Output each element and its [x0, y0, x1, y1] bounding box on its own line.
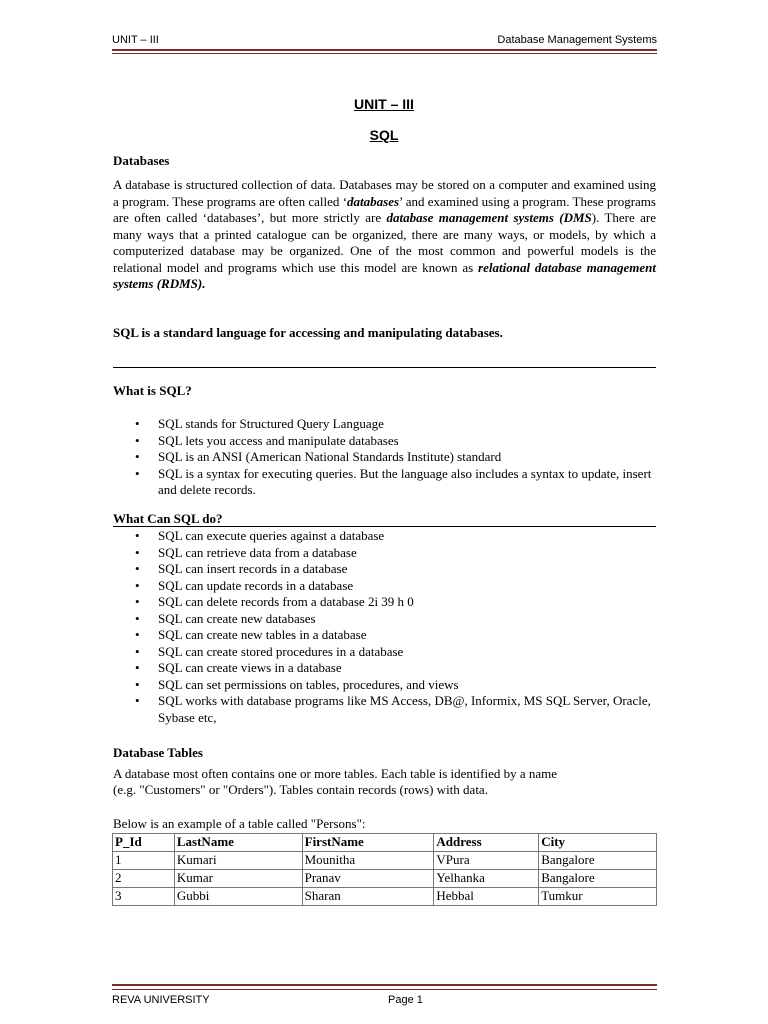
table-cell: 3	[113, 888, 175, 906]
para-text: ’ and examined using a program. These programs are often called ‘databases’, but more strictly are	[113, 193, 656, 225]
footer-university: REVA UNIVERSITY	[112, 994, 210, 1006]
table-cell: 1	[113, 852, 175, 870]
table-cell: Bangalore	[539, 870, 657, 888]
can-do-heading: What Can SQL do?	[113, 511, 223, 526]
list-item: • SQL can retrieve data from a database	[113, 545, 656, 562]
list-item: • SQL can create new databases	[113, 611, 656, 628]
tables-heading: Database Tables	[113, 745, 203, 760]
databases-heading: Databases	[113, 153, 170, 168]
list-item: • SQL can create new tables in a database	[113, 627, 656, 644]
table-cell: Sharan	[302, 888, 434, 906]
list-item: • SQL works with database programs like MS Access, DB@, Informix, MS SQL Server, Oracle, Sybase etc,	[113, 693, 656, 726]
page-header	[112, 34, 657, 54]
persons-table-wrap	[112, 833, 657, 906]
header-rule	[112, 49, 657, 51]
column-header: City	[539, 834, 657, 852]
column-header: P_Id	[113, 834, 175, 852]
list-item: • SQL can create stored procedures in a database	[113, 644, 656, 661]
para-emphasis: databases	[347, 193, 400, 209]
table-cell: Bangalore	[539, 852, 657, 870]
list-item: • SQL can create views in a database	[113, 660, 656, 677]
list-item: • SQL can set permissions on tables, procedures, and views	[113, 677, 656, 694]
para-text: A database is structured collection of data. Databases may be stored on a computer and examined using a program. These programs are often called ‘	[113, 177, 656, 209]
list-item: • SQL can execute queries against a database	[113, 528, 656, 545]
table-cell: Yelhanka	[434, 870, 539, 888]
table-cell: Pranav	[302, 870, 434, 888]
table-row	[113, 870, 657, 888]
header-unit: UNIT – III	[112, 34, 159, 46]
para-text: ). There are many ways that a printed catalogue can be organized, there are many ways, or models, by which a computerized database may be organized. One of the most common and powerful models is the relational model and programs which use this model are known as	[113, 210, 656, 275]
table-cell: Gubbi	[174, 888, 302, 906]
list-item: • SQL lets you access and manipulate databases	[113, 433, 656, 450]
persons-table	[112, 833, 657, 906]
table-header-row	[113, 834, 657, 852]
para-emphasis: database management systems (DMS	[386, 210, 592, 225]
what-is-list	[113, 416, 656, 499]
table-cell: 2	[113, 870, 175, 888]
header-course: Database Management Systems	[497, 34, 657, 46]
column-header: FirstName	[302, 834, 434, 852]
list-item: • SQL is an ANSI (American National Standards Institute) standard	[113, 449, 656, 466]
can-do-list	[113, 528, 656, 726]
what-is-heading: What is SQL?	[113, 383, 192, 398]
column-header: LastName	[174, 834, 302, 852]
table-row	[113, 888, 657, 906]
subject-title: SQL	[369, 127, 399, 143]
table-cell: Kumar	[174, 870, 302, 888]
table-caption: Below is an example of a table called "Persons":	[113, 816, 366, 831]
table-cell: Hebbal	[434, 888, 539, 906]
header-rule-thin	[112, 53, 657, 54]
databases-paragraph	[113, 177, 656, 293]
list-item: • SQL can delete records from a database 2i 39 h 0	[113, 594, 656, 611]
can-do-underline	[113, 526, 656, 527]
list-item: • SQL can update records in a database	[113, 578, 656, 595]
column-header: Address	[434, 834, 539, 852]
table-cell: Kumari	[174, 852, 302, 870]
table-row	[113, 852, 657, 870]
sql-statement: SQL is a standard language for accessing and manipulating databases.	[113, 325, 503, 340]
list-item: • SQL is a syntax for executing queries. But the language also includes a syntax to update, insert and delete records.	[113, 466, 656, 499]
table-cell: VPura	[434, 852, 539, 870]
list-item: • SQL can insert records in a database	[113, 561, 656, 578]
table-cell: Tumkur	[539, 888, 657, 906]
footer-rule	[112, 984, 657, 986]
para-emphasis: relational database management systems (RDMS).	[113, 259, 656, 291]
unit-title: UNIT – III	[354, 96, 414, 112]
footer-rule-thin	[112, 989, 657, 990]
tables-line-1: A database most often contains one or more tables. Each table is identified by a name	[113, 766, 558, 781]
tables-line-2: (e.g. "Customers" or "Orders"). Tables contain records (rows) with data.	[113, 782, 488, 797]
section-divider	[113, 367, 656, 368]
page-footer	[112, 984, 657, 1014]
list-item: • SQL stands for Structured Query Language	[113, 416, 656, 433]
table-cell: Mounitha	[302, 852, 434, 870]
page-number: Page 1	[388, 994, 423, 1006]
